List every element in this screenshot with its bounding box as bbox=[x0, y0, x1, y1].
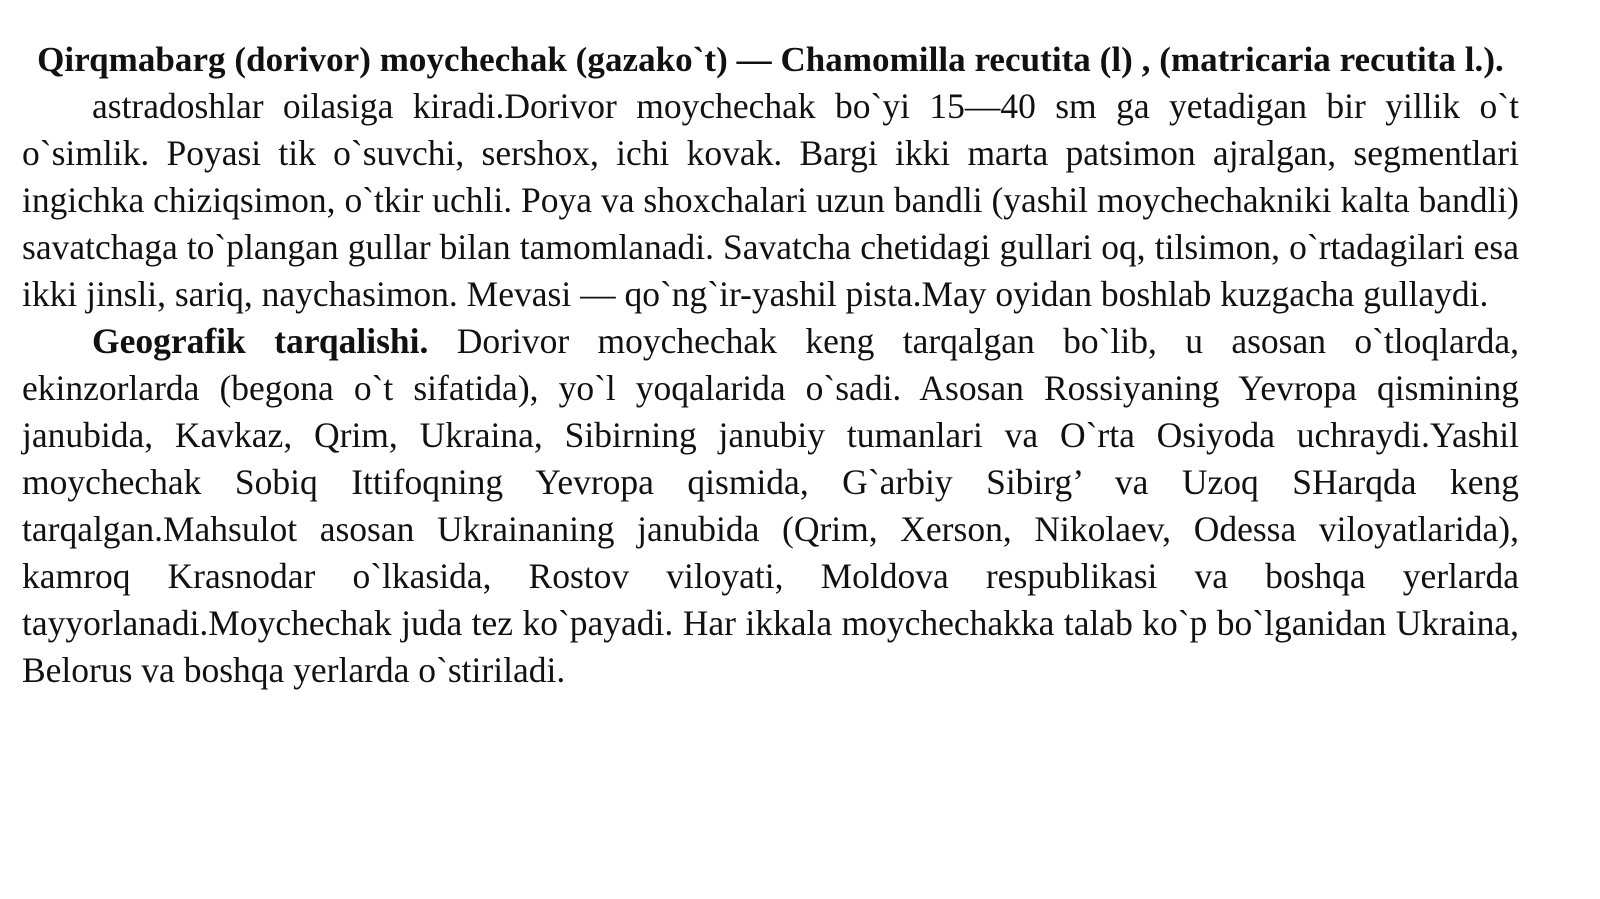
document-title: Qirqmabarg (dorivor) moychechak (gazako`t) — Chamomilla recutita (l) , (matricaria recutita l.). bbox=[37, 40, 1504, 79]
paragraph-geography-heading: Geografik tarqalishi. bbox=[92, 321, 429, 361]
paragraph-description-text: astradoshlar oilasiga kiradi.Dorivor moychechak bo`yi 15—40 sm ga yetadigan bir yillik o`t o`simlik. Poyasi tik o`suvchi, sershox, ichi kovak. Bargi ikki marta patsimon ajralgan, segmentlari ingichka chiziqsimon, o`tkir uchli. Poya va shoxchalari uzun bandli (yashil moychechakniki kalta bandli) savatchaga to`plangan gullar bilan tamomlanadi. Savatcha chetidagi gullari oq, tilsimon, o`rtadagilari esa ikki jinsli, sariq, naychasimon. Mevasi — qo`ng`ir-yashil pista.May oyidan boshlab kuzgacha gullaydi. bbox=[22, 86, 1519, 314]
paragraph-geography-text: Dorivor moychechak keng tarqalgan bo`lib, u asosan o`tloqlarda, ekinzorlarda (begona o`t sifatida), yo`l yoqalarida o`sadi. Asosan Rossiyaning Yevropa qismining janubida, Kavkaz, Qrim, Ukraina, Sibirning janubiy tumanlari va O`rta Osiyoda uchraydi.Yashil moychechak Sobiq Ittifoqning Yevropa qismida, G`arbiy Sibirg’ va Uzoq SHarqda keng tarqalgan.Mahsulot asosan Ukrainaning janubida (Qrim, Xerson, Nikolaev, Odessa viloyatlarida), kamroq Krasnodar o`lkasida, Rostov viloyati, Moldova respublikasi va boshqa yerlarda tayyorlanadi.Moychechak juda tez ko`payadi. Har ikkala moychechakka talab ko`p bo`lganidan Ukraina, Belorus va boshqa yerlarda o`stiriladi. bbox=[22, 321, 1519, 690]
paragraph-geography bbox=[22, 318, 1519, 694]
paragraph-description bbox=[22, 83, 1519, 318]
document-page bbox=[22, 36, 1519, 694]
